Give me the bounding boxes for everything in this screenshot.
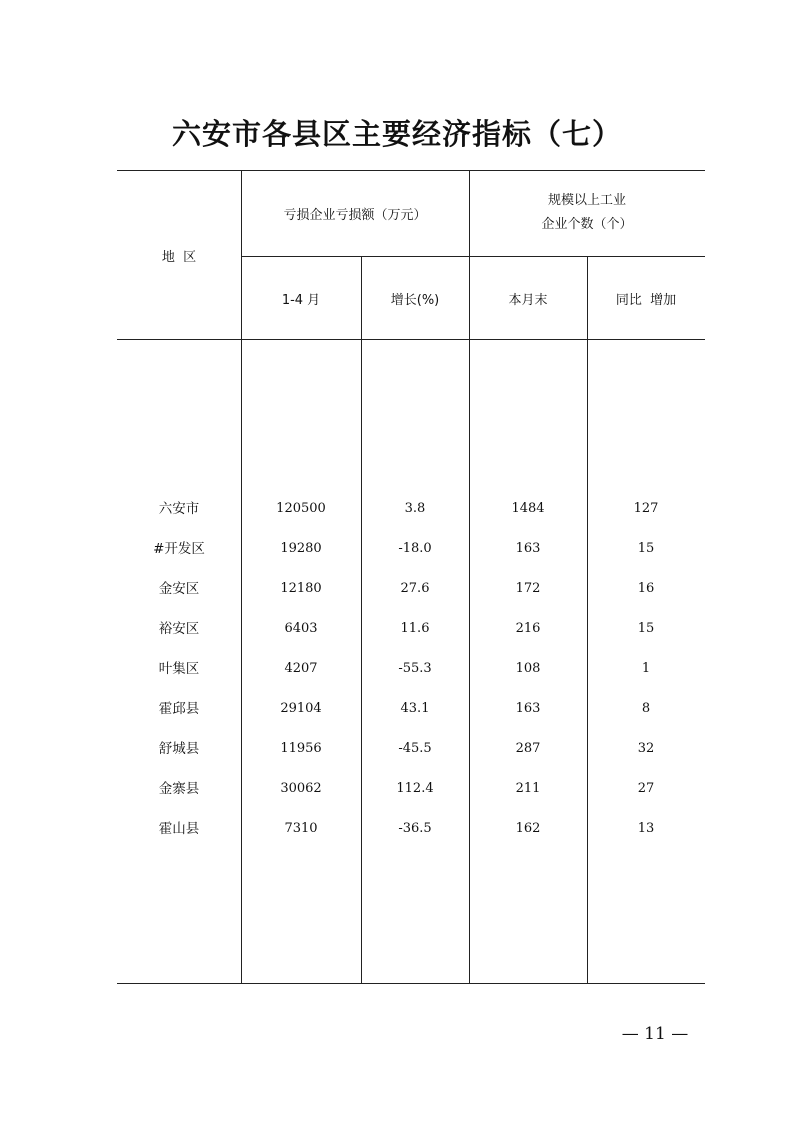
count-cell: 172: [515, 581, 541, 596]
region-cell: 舒城县: [158, 741, 200, 757]
increase-cell: 13: [637, 821, 655, 836]
increase-cell: 1: [641, 661, 651, 676]
table-row: [117, 739, 705, 759]
table-row: [117, 659, 705, 679]
growth-cell: 43.1: [400, 701, 430, 716]
count-cell: 211: [515, 781, 541, 796]
increase-cell: 15: [637, 541, 655, 556]
loss-cell: 4207: [284, 661, 318, 676]
count-cell: 216: [515, 621, 541, 636]
loss-cell: 7310: [284, 821, 318, 836]
increase-cell: 27: [637, 781, 655, 796]
header-growth: 增长(%): [390, 292, 440, 308]
table-row: [117, 699, 705, 719]
loss-cell: 19280: [280, 541, 322, 556]
region-cell: 裕安区: [158, 621, 200, 637]
count-cell: 1484: [511, 501, 545, 516]
growth-cell: -45.5: [398, 741, 432, 756]
economic-indicators-table: [117, 170, 705, 984]
loss-cell: 12180: [280, 581, 322, 596]
count-cell: 163: [515, 541, 541, 556]
header-yoy-increase: 同比 增加: [615, 292, 677, 308]
loss-cell: 30062: [280, 781, 322, 796]
header-scale-line1: 规模以上工业: [547, 193, 626, 208]
growth-cell: 11.6: [400, 621, 430, 636]
table-row: [117, 819, 705, 839]
header-scale-group: [469, 170, 705, 256]
increase-cell: 15: [637, 621, 655, 636]
increase-cell: 8: [641, 701, 651, 716]
table-row: [117, 779, 705, 799]
loss-cell: 120500: [276, 501, 326, 516]
page-number: — 11 —: [621, 1024, 689, 1044]
count-cell: 163: [515, 701, 541, 716]
count-cell: 287: [515, 741, 541, 756]
page-title: 六安市各县区主要经济指标（七）: [171, 117, 622, 151]
header-period: 1-4 月: [281, 292, 321, 308]
count-cell: 162: [515, 821, 541, 836]
growth-cell: -36.5: [398, 821, 432, 836]
increase-cell: 127: [633, 501, 659, 516]
growth-cell: 112.4: [396, 781, 434, 796]
table-row: [117, 499, 705, 519]
table-bottom-rule: [117, 983, 705, 984]
table-row: [117, 619, 705, 639]
growth-cell: -55.3: [398, 661, 432, 676]
count-cell: 108: [515, 661, 541, 676]
region-cell: 叶集区: [158, 661, 200, 677]
header-loss-group: 亏损企业亏损额（万元）: [283, 207, 427, 223]
region-cell: 金安区: [158, 581, 200, 597]
growth-cell: 27.6: [400, 581, 430, 596]
region-cell: 霍邱县: [158, 701, 200, 717]
growth-cell: 3.8: [404, 501, 426, 516]
header-scale-line2: 企业个数（个）: [541, 217, 633, 232]
header-month-end: 本月末: [508, 292, 548, 308]
loss-cell: 6403: [284, 621, 318, 636]
loss-cell: 11956: [280, 741, 322, 756]
region-cell: 金寨县: [158, 781, 200, 797]
loss-cell: 29104: [280, 701, 322, 716]
region-cell: 霍山县: [158, 821, 200, 837]
region-cell: 六安市: [158, 501, 200, 517]
increase-cell: 16: [637, 581, 655, 596]
table-row: [117, 539, 705, 559]
region-cell: #开发区: [153, 541, 205, 557]
header-region: 地 区: [161, 249, 197, 265]
table-row: [117, 579, 705, 599]
increase-cell: 32: [637, 741, 655, 756]
growth-cell: -18.0: [398, 541, 432, 556]
